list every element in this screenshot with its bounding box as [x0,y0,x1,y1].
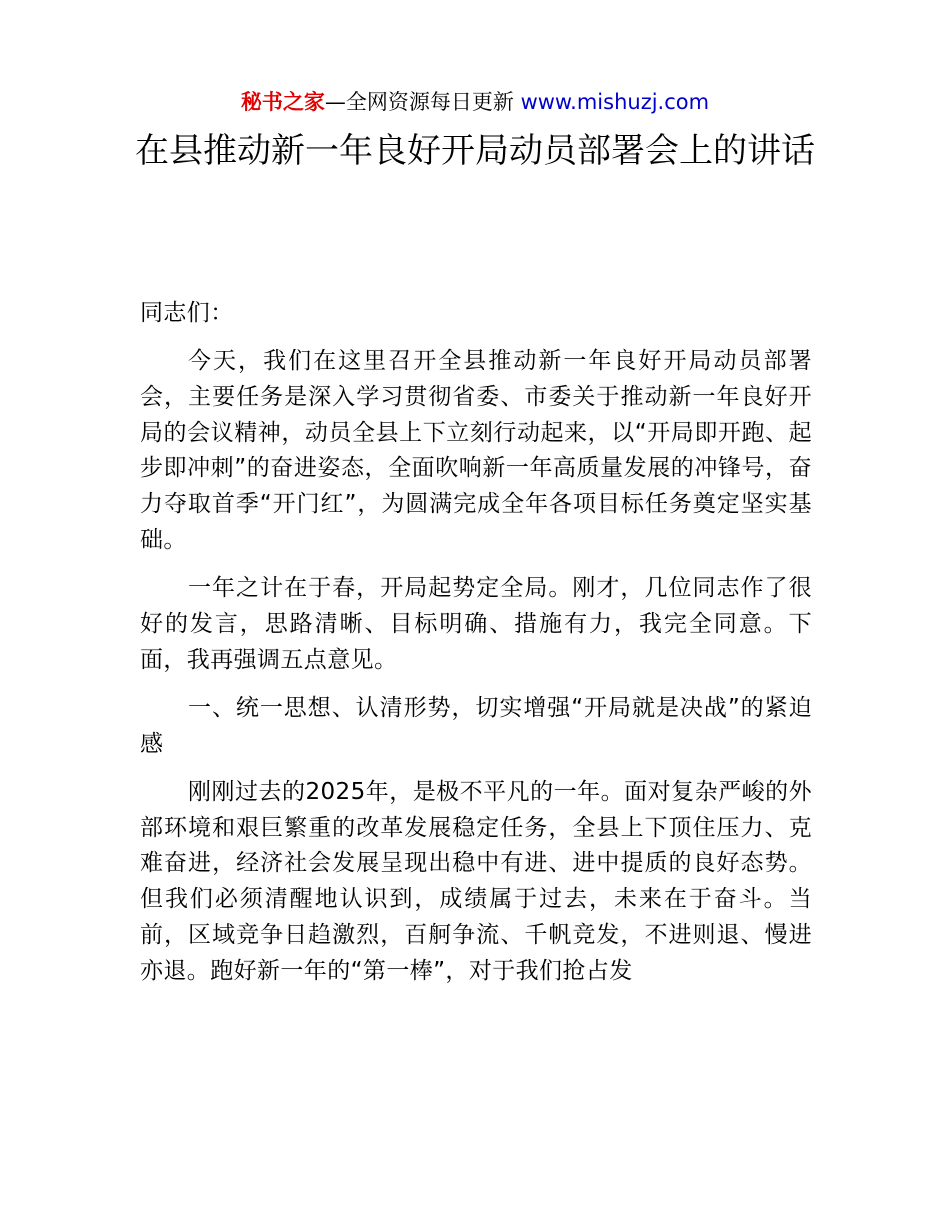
document-body [140,296,812,990]
paragraph-opening: 今天，我们在这里召开全县推动新一年良好开局动员部署会，主要任务是深入学习贯彻省委、市委关于推动新一年良好开局的会议精神，动员全县上下立刻行动起来，以“开局即开跑、起步即冲刺”的奋进姿态，全面吹响新一年高质量发展的冲锋号，奋力夺取首季“开门红”，为圆满完成全年各项目标任务奠定坚实基础。 [140,348,812,554]
paragraph-intro: 一年之计在于春，开局起势定全局。刚才，几位同志作了很好的发言，思路清晰、目标明确、措施有力，我完全同意。下面，我再强调五点意见。 [140,575,812,673]
site-url-link[interactable]: www.mishuzj.com [520,90,710,114]
section-heading-1: 一、统一思想、认清形势，切实增强“开局就是决战”的紧迫感 [140,694,812,757]
site-brand: 秘书之家 [240,90,325,114]
site-tagline: —全网资源每日更新 [324,90,521,114]
site-header [0,86,950,118]
document-title: 在县推动新一年良好开局动员部署会上的讲话 [135,131,815,171]
salutation: 同志们： [140,300,234,326]
paragraph-situation: 刚刚过去的2025年，是极不平凡的一年。面对复杂严峻的外部环境和艰巨繁重的改革发展稳定任务，全县上下顶住压力、克难奋进，经济社会发展呈现出稳中有进、进中提质的良好态势。但我们必须清醒地认识到，成绩属于过去，未来在于奋斗。当前，区域竞争日趋激烈，百舸争流、千帆竞发，不进则退、慢进亦退。跑好新一年的“第一棒”，对于我们抢占发 [140,778,812,984]
